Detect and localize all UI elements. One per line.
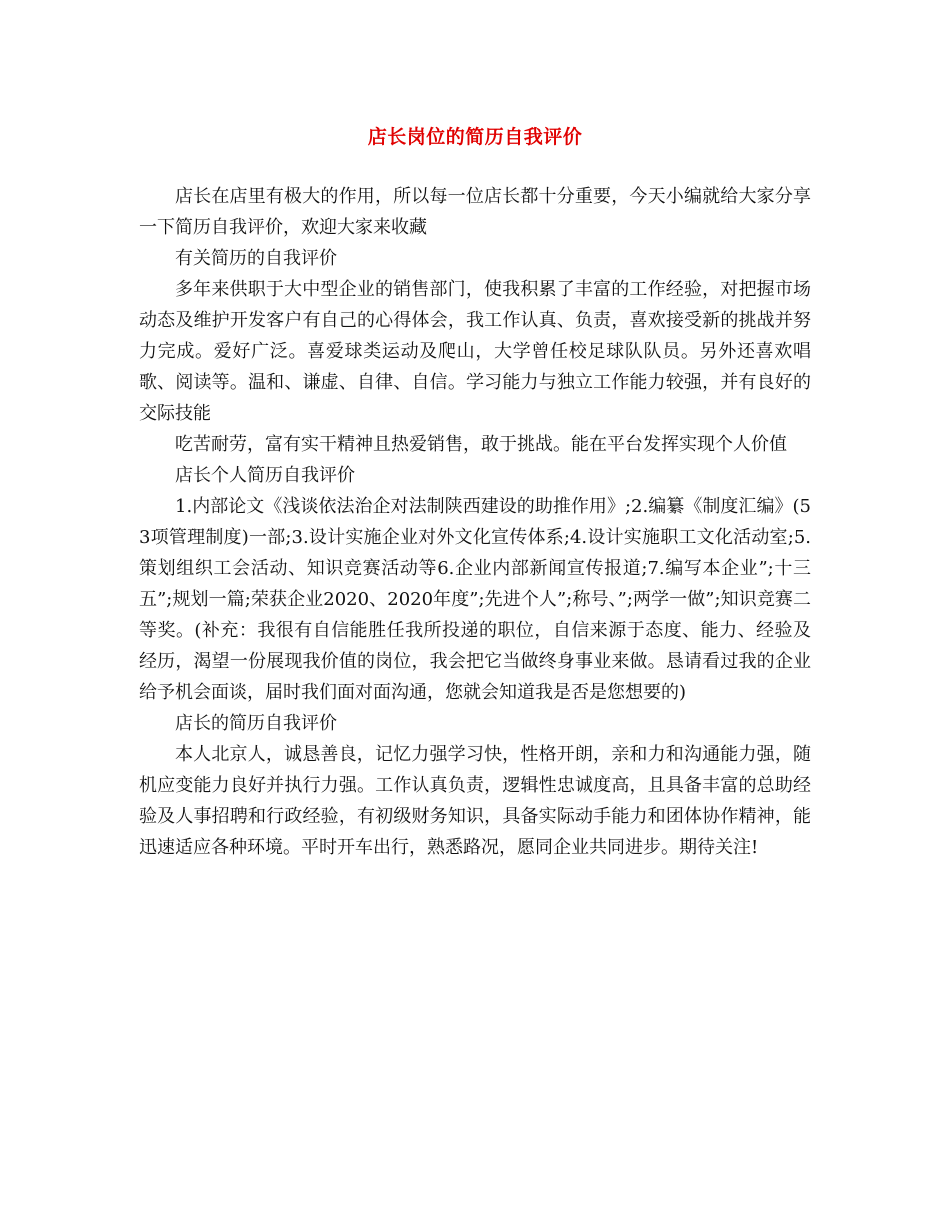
- document-title: 店长岗位的简历自我评价: [367, 126, 583, 148]
- paragraph: 本人北京人，诚恳善良，记忆力强学习快，性格开朗，亲和力和沟通能力强，随机应变能力良好并执行力强。工作认真负责，逻辑性忠诚度高，且具备丰富的总助经验及人事招聘和行政经验，有初级财务知识，具备实际动手能力和团体协作精神，能迅速适应各种环境。平时开车出行，熟悉路况，愿同企业共同进步。期待关注!: [139, 744, 811, 858]
- document-body: [139, 181, 811, 863]
- paragraph: 吃苦耐劳，富有实干精神且热爱销售，敢于挑战。能在平台发挥实现个人价值: [175, 434, 787, 455]
- section-heading: 店长个人简历自我评价: [175, 465, 355, 486]
- paragraph: 多年来供职于大中型企业的销售部门，使我积累了丰富的工作经验，对把握市场动态及维护开发客户有自己的心得体会，我工作认真、负责，喜欢接受新的挑战并努力完成。爱好广泛。喜爱球类运动及爬山，大学曾任校足球队队员。另外还喜欢唱歌、阅读等。温和、谦虚、自律、自信。学习能力与独立工作能力较强，并有良好的交际技能: [139, 279, 811, 424]
- paragraph: 1.内部论文《浅谈依法治企对法制陕西建设的助推作用》;2.编纂《制度汇编》(53项管理制度)一部;3.设计实施企业对外文化宣传体系;4.设计实施职工文化活动室;5.策划组织工会活动、知识竞赛活动等6.企业内部新闻宣传报道;7.编写本企业”;十三五”;规划一篇;荣获企业2020、2020年度”;先进个人”;称号、”;两学一做”;知识竞赛二等奖。(补充：我很有自信能胜任我所投递的职位，自信来源于态度、能力、经验及经历，渴望一份展现我价值的岗位，我会把它当做终身事业来做。恳请看过我的企业给予机会面谈，届时我们面对面沟通，您就会知道我是否是您想要的): [139, 496, 811, 703]
- section-heading: 店长的简历自我评价: [175, 713, 337, 734]
- section-heading: 有关简历的自我评价: [175, 248, 337, 269]
- paragraph-intro: 店长在店里有极大的作用，所以每一位店长都十分重要，今天小编就给大家分享一下简历自我评价，欢迎大家来收藏: [139, 186, 811, 238]
